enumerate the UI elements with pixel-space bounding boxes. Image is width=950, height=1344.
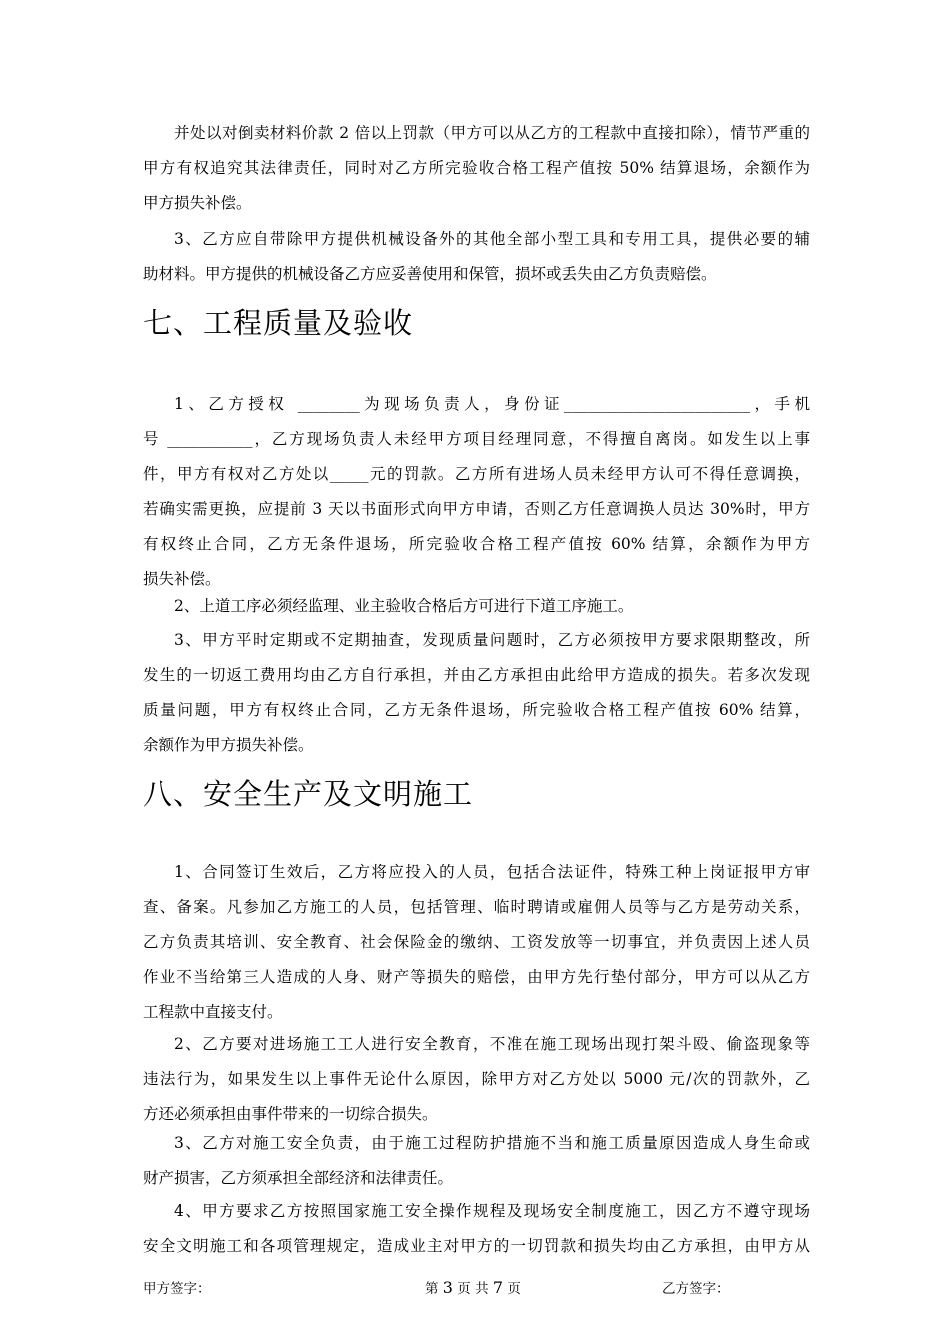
- section-heading-safety: 八、安全生产及文明施工: [143, 777, 474, 811]
- text-line: 助材料。甲方提供的机械设备乙方应妥善使用和保管，损坏或丢失由乙方负责赔偿。: [143, 265, 717, 283]
- text-line: 乙方负责其培训、安全教育、社会保险金的缴纳、工资发放等一切事宜，并负责因上述人员: [143, 933, 810, 951]
- text-line: 若确实需更换，应提前 3 天以书面形式向甲方申请，否则乙方任意调换人员达 30%时，甲方: [143, 500, 810, 518]
- text-line: 方还必须承担由事件带来的一切综合损失。: [143, 1105, 438, 1123]
- text-line: 2、上道工序必须经监理、业主验收合格后方可进行下道工序施工。: [174, 597, 634, 615]
- page-prefix: 第: [425, 1281, 439, 1297]
- text-line: 件，甲方有权对乙方处以_____元的罚款。乙方所有进场人员未经甲方认可不得任意调换，: [143, 465, 810, 483]
- text-line: 1、乙方授权 ________为现场负责人，身份证________________________，手机: [174, 395, 810, 413]
- paragraph-quality-check: [143, 623, 810, 763]
- text-line: 损失补偿。: [143, 570, 221, 588]
- paragraph-safety-education: [143, 1027, 810, 1132]
- text-line: 工程款中直接支付。: [143, 1003, 283, 1021]
- party-b-signature-label: 乙方签字：: [662, 1281, 730, 1297]
- text-line: 甲方有权追究其法律责任，同时对乙方所完验收合格工程产值按 50% 结算退场，余额作为: [143, 159, 810, 177]
- paragraph-safety-rules: [143, 1194, 810, 1264]
- text-line: 安全文明施工和各项管理规定，造成业主对甲方的一切罚款和损失均由乙方承担，由甲方从: [143, 1237, 810, 1255]
- party-a-signature-label: 甲方签字：: [143, 1281, 211, 1297]
- text-line: 余额作为甲方损失补偿。: [143, 736, 314, 754]
- text-line: 有权终止合同，乙方无条件退场，所完验收合格工程产值按 60% 结算，余额作为甲方: [143, 535, 810, 553]
- paragraph-personnel: [143, 855, 810, 1030]
- text-line: 3、甲方平时定期或不定期抽查，发现质量问题时，乙方必须按甲方要求限期整改，所: [174, 631, 810, 649]
- page-current: 3: [442, 1278, 453, 1297]
- section-heading-quality: 七、工程质量及验收: [143, 306, 414, 340]
- text-line: 4、甲方要求乙方按照国家施工安全操作规程及现场安全制度施工，因乙方不遵守现场: [174, 1202, 810, 1220]
- paragraph-process-inspection: [143, 589, 810, 624]
- text-line: 财产损害，乙方须承担全部经济和法律责任。: [143, 1169, 454, 1187]
- paragraph-tools: [143, 222, 810, 292]
- paragraph-site-manager: [143, 387, 810, 597]
- text-line: 甲方损失补偿。: [143, 194, 252, 212]
- page-total: 7: [492, 1278, 504, 1297]
- text-line: 3、乙方对施工安全负责，由于施工过程防护措施不当和施工质量原因造成人身生命或: [174, 1134, 810, 1152]
- text-line: 号 ___________，乙方现场负责人未经甲方项目经理同意，不得擅自离岗。如发生以上事: [143, 430, 810, 448]
- paragraph-material-penalty: [143, 116, 810, 221]
- text-line: 查、备案。凡参加乙方施工的人员，包括管理、临时聘请或雇佣人员等与乙方是劳动关系，: [143, 898, 810, 916]
- text-line: 违法行为，如果发生以上事件无论什么原因，除甲方对乙方处以 5000 元/次的罚款外，乙: [143, 1070, 810, 1088]
- page-mid: 页 共: [457, 1281, 489, 1297]
- page-suffix: 页: [507, 1281, 521, 1297]
- text-line: 3、乙方应自带除甲方提供机械设备外的其他全部小型工具和专用工具，提供必要的辅: [174, 230, 810, 248]
- text-line: 发生的一切返工费用均由乙方自行承担，并由乙方承担由此给甲方造成的损失。若多次发现: [143, 666, 810, 684]
- paragraph-safety-liability: [143, 1126, 810, 1196]
- text-line: 1、合同签订生效后，乙方将应投入的人员，包括合法证件，特殊工种上岗证报甲方审: [174, 863, 810, 881]
- page-number: [425, 1277, 521, 1297]
- text-line: 并处以对倒卖材料价款 2 倍以上罚款（甲方可以从乙方的工程款中直接扣除），情节严重的: [174, 124, 810, 142]
- text-line: 质量问题，甲方有权终止合同，乙方无条件退场，所完验收合格工程产值按 60% 结算，: [143, 701, 810, 719]
- text-line: 2、乙方要对进场施工工人进行安全教育，不准在施工现场出现打架斗殴、偷盗现象等: [174, 1035, 810, 1053]
- text-line: 作业不当给第三人造成的人身、财产等损失的赔偿，由甲方先行垫付部分，甲方可以从乙方: [143, 968, 810, 986]
